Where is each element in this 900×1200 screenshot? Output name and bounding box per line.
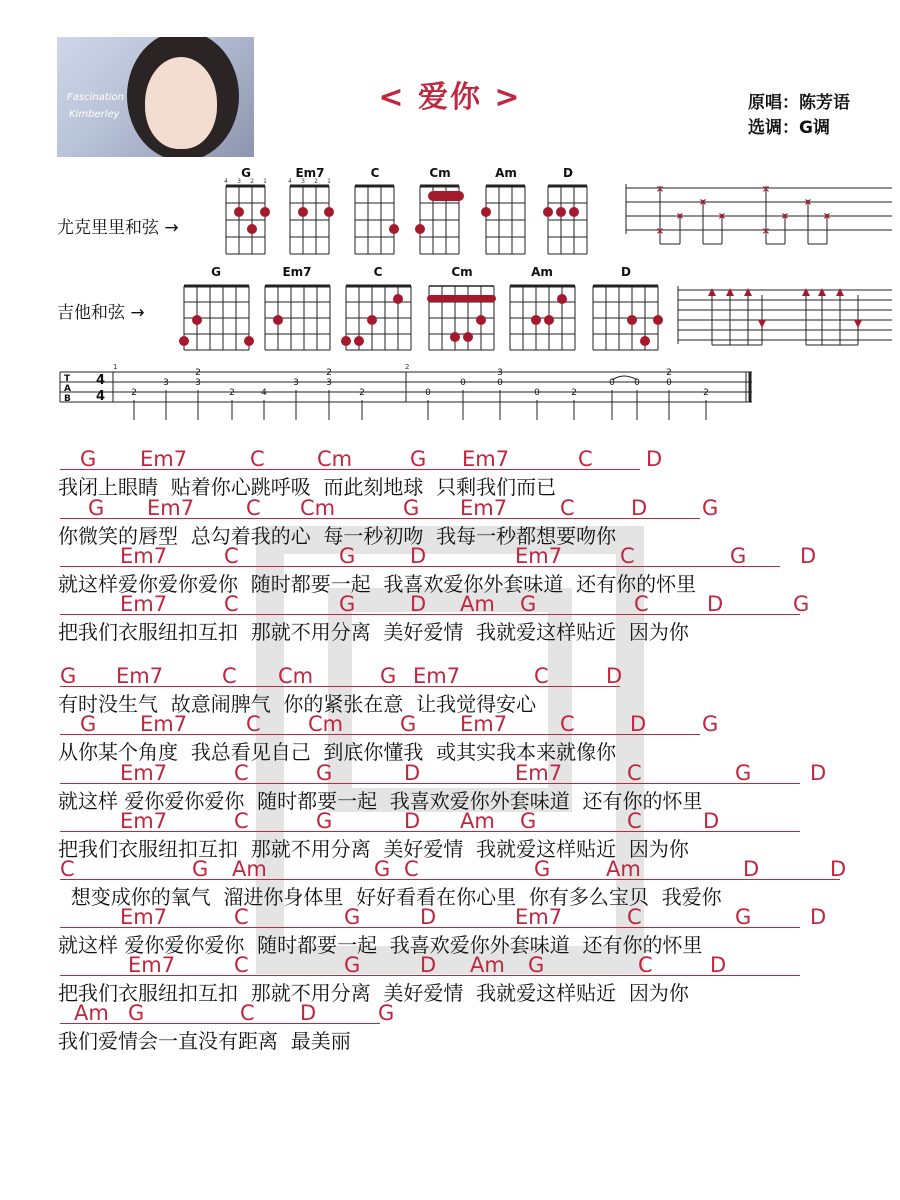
chord-label: G — [410, 447, 427, 471]
chord-label: D — [743, 857, 760, 881]
chord-label: Em7 — [515, 761, 563, 785]
chord-label: C — [60, 857, 75, 881]
lyric-line — [0, 977, 900, 1003]
chord-label: C — [224, 592, 239, 616]
cover-caption-1: Fascination — [67, 92, 124, 103]
chord-label: Em7 — [515, 905, 563, 929]
chord-label: Em7 — [462, 447, 510, 471]
chord-label: C — [560, 712, 575, 736]
lyric-underline — [60, 614, 800, 615]
chord-label: Em7 — [515, 544, 563, 568]
lyric-underline — [60, 518, 700, 519]
chord-label: G — [730, 544, 747, 568]
chord-label: D — [631, 496, 648, 520]
ukulele-chord-g — [224, 178, 270, 254]
chord-label: G — [702, 496, 719, 520]
chord-label: Em7 — [120, 544, 168, 568]
chord-label: G — [80, 712, 97, 736]
chord-label: Em7 — [140, 447, 188, 471]
chord-label: C — [627, 905, 642, 929]
lyric-line — [0, 616, 900, 642]
guitar-chord-name-em7: Em7 — [282, 265, 312, 279]
svg-text:2: 2 — [359, 388, 365, 398]
chord-row — [0, 447, 900, 471]
guitar-chord-name-cm: Cm — [451, 265, 473, 279]
svg-text:0: 0 — [609, 378, 615, 388]
lyric-text: 我闭上眼睛 贴着你心跳呼吸 而此刻地球 只剩我们而已 — [58, 475, 557, 499]
chord-label: Em7 — [460, 712, 508, 736]
svg-text:2: 2 — [195, 368, 201, 378]
svg-text:0: 0 — [460, 378, 466, 388]
chord-label: D — [404, 761, 421, 785]
guitar-chords-label: 吉他和弦 → — [57, 303, 145, 323]
svg-text:×: × — [803, 197, 813, 208]
chord-label: Em7 — [120, 592, 168, 616]
chord-label: D — [707, 592, 724, 616]
uke-chord-name-d: D — [563, 166, 573, 180]
chord-label: Cm — [300, 496, 336, 520]
guitar-chord-cm — [427, 286, 496, 350]
svg-text:2: 2 — [703, 388, 709, 398]
chord-row — [0, 592, 900, 616]
ukulele-chord-am — [481, 186, 525, 254]
original-singer: 原唱：陈芳语 — [748, 93, 850, 113]
chord-label: Em7 — [120, 809, 168, 833]
guitar-chord-em7 — [265, 286, 330, 350]
chord-label: G — [378, 1001, 395, 1025]
chord-label: Am — [460, 809, 495, 833]
chord-label: C — [627, 761, 642, 785]
tab-clef-t: T — [64, 374, 71, 384]
chord-label: C — [234, 953, 249, 977]
lyric-text: 把我们衣服纽扣互扣 那就不用分离 美好爱情 我就爱这样贴近 因为你 — [58, 981, 689, 1005]
guitar-strum-pattern — [678, 286, 892, 345]
svg-text:1: 1 — [327, 178, 331, 185]
chord-label: D — [404, 809, 421, 833]
lyric-text: 就这样爱你爱你爱你 随时都要一起 我喜欢爱你外套味道 还有你的怀里 — [58, 572, 697, 596]
chord-label: G — [380, 664, 397, 688]
lyric-line — [0, 688, 900, 714]
chord-row — [0, 1001, 900, 1025]
chord-label: Em7 — [116, 664, 164, 688]
lyric-line — [0, 1025, 900, 1051]
chord-label: D — [710, 953, 727, 977]
song-title: < 爱你 > — [378, 80, 522, 115]
svg-text:0: 0 — [534, 388, 540, 398]
time-sig-bottom: 4 — [96, 389, 106, 404]
chord-label: Cm — [278, 664, 314, 688]
chord-row — [0, 712, 900, 736]
uke-chord-name-am: Am — [495, 166, 517, 180]
chord-row — [0, 664, 900, 688]
chord-label: Cm — [308, 712, 344, 736]
lyric-line — [0, 833, 900, 859]
chord-label: G — [344, 905, 361, 929]
chord-label: C — [620, 544, 635, 568]
chord-label: C — [634, 592, 649, 616]
measure-number-2: 2 — [405, 363, 410, 371]
uke-chord-name-g: G — [241, 166, 251, 180]
chord-label: G — [528, 953, 545, 977]
chord-label: D — [703, 809, 720, 833]
chord-label: C — [250, 447, 265, 471]
lyric-underline — [60, 686, 620, 687]
svg-text:×: × — [717, 211, 727, 222]
svg-text:2: 2 — [229, 388, 235, 398]
chord-label: D — [606, 664, 623, 688]
chord-label: Em7 — [413, 664, 461, 688]
chord-label: G — [344, 953, 361, 977]
svg-text:×: × — [655, 226, 665, 237]
chord-row — [0, 544, 900, 568]
svg-text:×: × — [655, 184, 665, 195]
svg-text:0: 0 — [497, 378, 503, 388]
lyric-underline — [60, 975, 800, 976]
lyric-line — [0, 568, 900, 594]
chord-label: C — [534, 664, 549, 688]
chord-label: Em7 — [460, 496, 508, 520]
svg-text:×: × — [761, 184, 771, 195]
lyric-text: 从你某个角度 我总看见自己 到底你懂我 或其实我本来就像你 — [58, 740, 617, 764]
chord-label: Am — [470, 953, 505, 977]
lyric-text: 就这样 爱你爱你爱你 随时都要一起 我喜欢爱你外套味道 还有你的怀里 — [58, 789, 703, 813]
chord-label: C — [234, 761, 249, 785]
chord-label: C — [560, 496, 575, 520]
lyric-text: 你微笑的唇型 总勾着我的心 每一秒初吻 我每一秒都想要吻你 — [58, 524, 617, 548]
lyric-text: 把我们衣服纽扣互扣 那就不用分离 美好爱情 我就爱这样贴近 因为你 — [58, 620, 689, 644]
svg-text:2: 2 — [666, 368, 672, 378]
svg-text:0: 0 — [425, 388, 431, 398]
svg-text:4: 4 — [288, 178, 292, 185]
chord-label: D — [410, 544, 427, 568]
chord-label: Em7 — [140, 712, 188, 736]
chord-row — [0, 857, 900, 881]
ukulele-chord-em7 — [288, 178, 334, 254]
chord-label: Cm — [317, 447, 353, 471]
guitar-chord-g — [179, 286, 254, 350]
svg-text:3: 3 — [497, 368, 503, 378]
lyric-underline — [60, 831, 800, 832]
svg-text:0: 0 — [666, 378, 672, 388]
chord-label: Em7 — [120, 905, 168, 929]
guitar-chord-name-am: Am — [531, 265, 553, 279]
svg-text:2: 2 — [250, 178, 254, 185]
chord-label: G — [793, 592, 810, 616]
chord-label: C — [246, 496, 261, 520]
svg-text:×: × — [780, 211, 790, 222]
uke-chord-name-c: C — [370, 166, 380, 180]
chord-label: G — [316, 761, 333, 785]
guitar-chord-name-c: C — [373, 265, 383, 279]
chord-label: G — [339, 544, 356, 568]
chord-label: Em7 — [120, 761, 168, 785]
chord-label: D — [646, 447, 663, 471]
lyric-text: 就这样 爱你爱你爱你 随时都要一起 我喜欢爱你外套味道 还有你的怀里 — [58, 933, 703, 957]
lyric-text: 想变成你的氧气 溜进你身体里 好好看看在你心里 你有多么宝贝 我爱你 — [58, 885, 722, 909]
lyric-line — [0, 785, 900, 811]
chord-label: C — [234, 809, 249, 833]
chord-label: D — [830, 857, 847, 881]
lyric-line — [0, 881, 900, 907]
selected-key: 选调：G调 — [748, 118, 830, 138]
chord-label: G — [192, 857, 209, 881]
chord-label: C — [404, 857, 419, 881]
chord-label: G — [520, 809, 537, 833]
svg-text:3: 3 — [163, 378, 169, 388]
chord-label: G — [400, 712, 417, 736]
lyric-underline — [60, 1023, 380, 1024]
lyric-text: 有时没生气 故意闹脾气 你的紧张在意 让我觉得安心 — [58, 692, 537, 716]
uke-chord-name-cm: Cm — [429, 166, 451, 180]
guitar-chord-d — [593, 286, 663, 350]
svg-text:3: 3 — [293, 378, 299, 388]
ukulele-chord-cm — [415, 186, 464, 254]
chord-label: Am — [606, 857, 641, 881]
svg-text:×: × — [698, 197, 708, 208]
ukulele-strum-pattern — [626, 184, 892, 244]
lyric-line — [0, 736, 900, 762]
chord-label: G — [60, 664, 77, 688]
svg-text:4: 4 — [224, 178, 228, 185]
chord-row — [0, 496, 900, 520]
guitar-chord-c — [341, 286, 411, 350]
lyric-underline — [60, 566, 780, 567]
chord-diagrams-and-tab — [0, 0, 900, 420]
chord-row — [0, 809, 900, 833]
chord-row — [0, 953, 900, 977]
intro-tab — [60, 363, 752, 420]
guitar-chord-am — [510, 286, 575, 350]
chord-label: Am — [74, 1001, 109, 1025]
lyric-line — [0, 471, 900, 497]
chord-label: G — [735, 905, 752, 929]
lyric-line — [0, 929, 900, 955]
lyric-line — [0, 520, 900, 546]
svg-text:2: 2 — [314, 178, 318, 185]
chord-label: G — [534, 857, 551, 881]
svg-text:×: × — [761, 226, 771, 237]
uke-chord-name-em7: Em7 — [295, 166, 325, 180]
chord-label: D — [810, 905, 827, 929]
chord-label: G — [339, 592, 356, 616]
svg-text:2: 2 — [326, 368, 332, 378]
chord-row — [0, 905, 900, 929]
chord-label: Am — [460, 592, 495, 616]
tab-clef-b: B — [64, 394, 71, 404]
chord-label: C — [578, 447, 593, 471]
lyric-text: 我们爱情会一直没有距离 最美丽 — [58, 1029, 351, 1053]
svg-text:×: × — [822, 211, 832, 222]
lyric-underline — [60, 783, 800, 784]
chord-label: G — [128, 1001, 145, 1025]
chord-row — [0, 761, 900, 785]
chord-label: Em7 — [147, 496, 195, 520]
chord-label: D — [420, 905, 437, 929]
lyric-underline — [60, 879, 840, 880]
guitar-chord-name-g: G — [211, 265, 221, 279]
chord-label: Em7 — [128, 953, 176, 977]
chord-label: G — [403, 496, 420, 520]
chord-label: G — [520, 592, 537, 616]
chord-label: Am — [232, 857, 267, 881]
ukulele-chords-label: 尤克里里和弦 → — [57, 218, 179, 238]
svg-text:2: 2 — [131, 388, 137, 398]
lyric-underline — [60, 927, 800, 928]
chord-label: G — [88, 496, 105, 520]
chord-label: G — [316, 809, 333, 833]
svg-text:3: 3 — [326, 378, 332, 388]
chord-label: D — [810, 761, 827, 785]
chord-label: C — [638, 953, 653, 977]
chord-label: C — [224, 544, 239, 568]
lyric-underline — [60, 469, 640, 470]
svg-text:0: 0 — [634, 378, 640, 388]
time-sig-top: 4 — [96, 373, 106, 388]
chord-label: D — [420, 953, 437, 977]
chord-label: C — [222, 664, 237, 688]
chord-label: G — [374, 857, 391, 881]
chord-label: C — [234, 905, 249, 929]
chord-label: C — [246, 712, 261, 736]
chord-label: G — [702, 712, 719, 736]
svg-text:3: 3 — [301, 178, 305, 185]
ukulele-chord-d — [543, 186, 587, 254]
svg-text:2: 2 — [571, 388, 577, 398]
chord-label: D — [300, 1001, 317, 1025]
ukulele-chord-c — [355, 186, 399, 254]
chord-label: D — [410, 592, 427, 616]
cover-caption-2: Kimberley — [69, 109, 120, 120]
chord-label: D — [630, 712, 647, 736]
chord-label: G — [80, 447, 97, 471]
svg-text:1: 1 — [263, 178, 267, 185]
measure-number-1: 1 — [113, 363, 118, 371]
chord-label: G — [735, 761, 752, 785]
lyric-underline — [60, 734, 700, 735]
guitar-chord-name-d: D — [621, 265, 631, 279]
chord-label: C — [627, 809, 642, 833]
svg-text:3: 3 — [195, 378, 201, 388]
chord-label: D — [800, 544, 817, 568]
tab-clef-a: A — [64, 384, 71, 394]
svg-text:3: 3 — [237, 178, 241, 185]
chord-label: C — [240, 1001, 255, 1025]
svg-text:4: 4 — [261, 388, 267, 398]
lyric-text: 把我们衣服纽扣互扣 那就不用分离 美好爱情 我就爱这样贴近 因为你 — [58, 837, 689, 861]
svg-text:×: × — [675, 211, 685, 222]
